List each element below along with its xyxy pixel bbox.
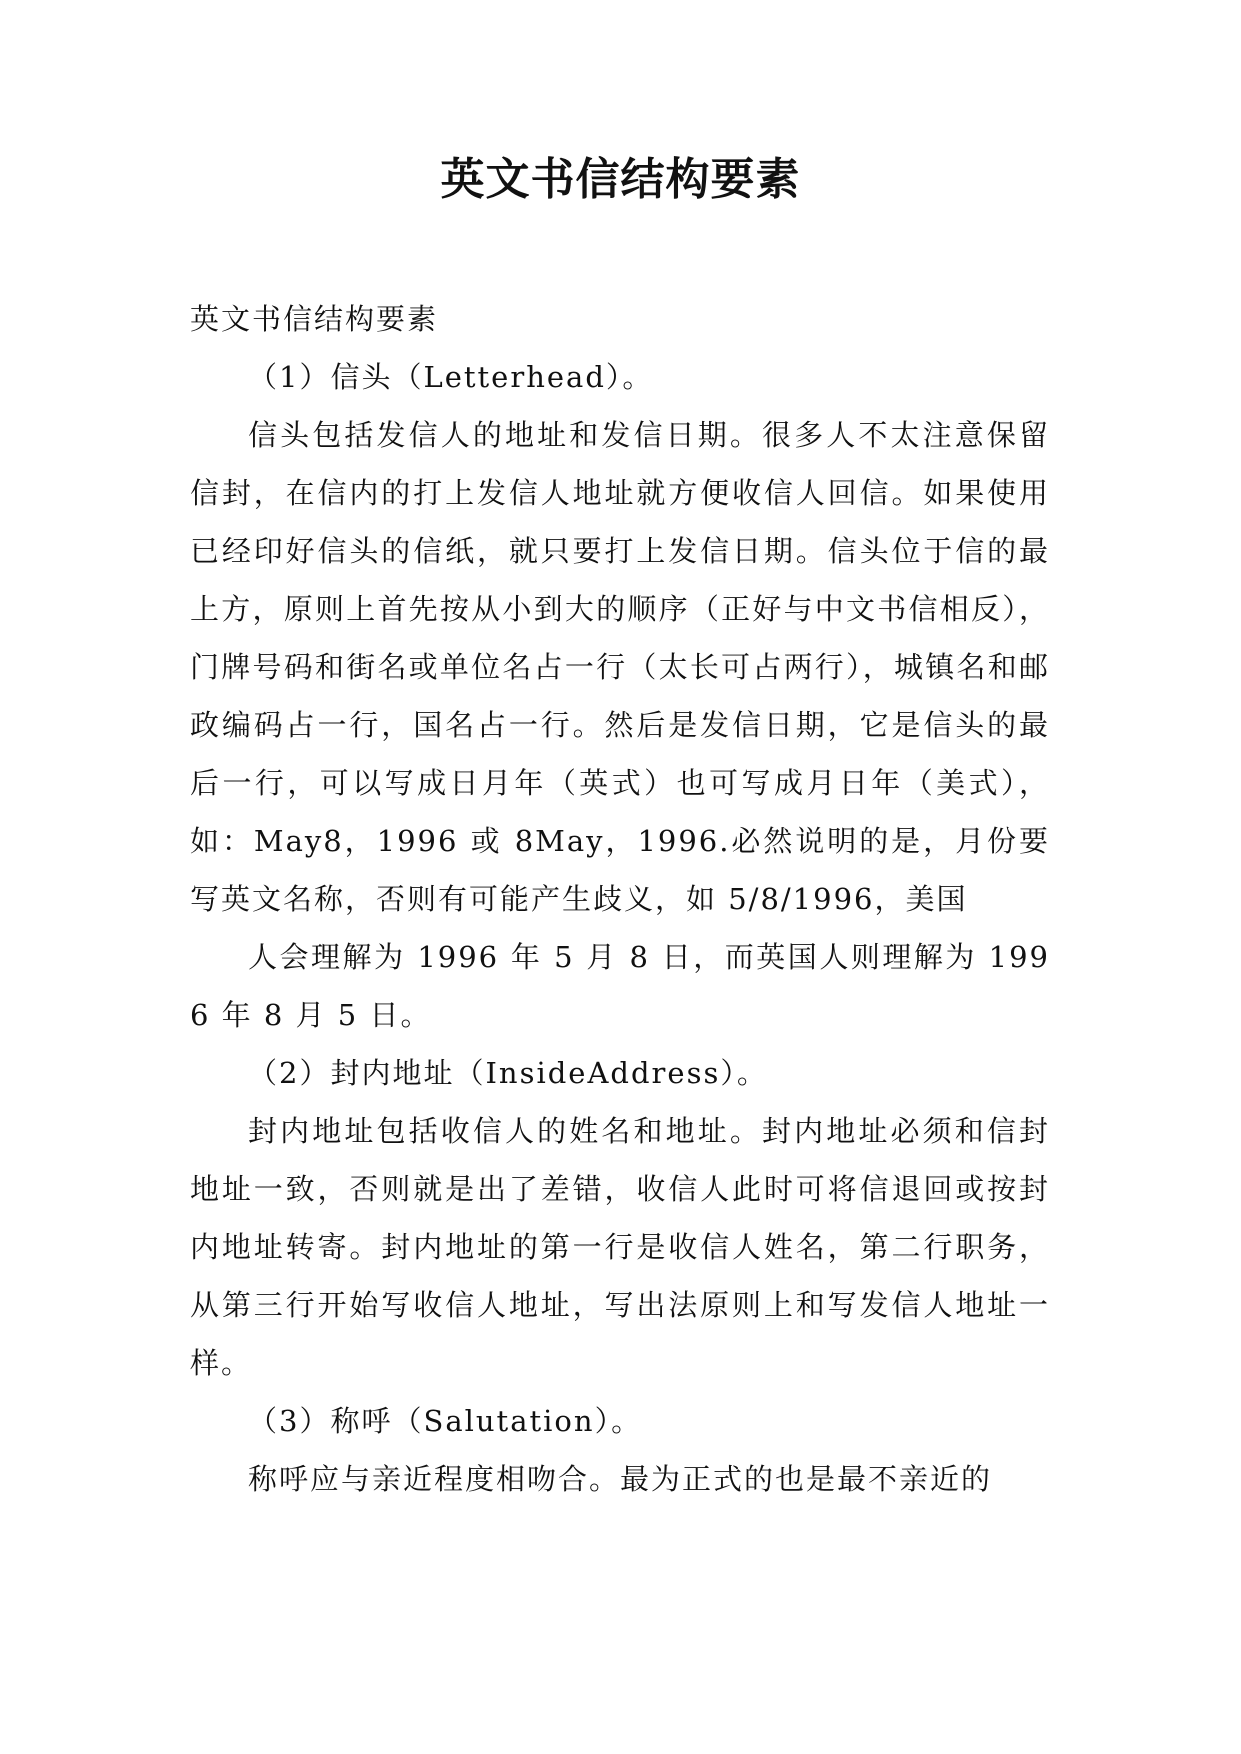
section-heading-inside-address: （2）封内地址（InsideAddress）。 — [248, 1056, 768, 1090]
section-heading-salutation: （3）称呼（Salutation）。 — [248, 1404, 643, 1438]
paragraph-date-note: 人会理解为 1996 年 5 月 8 日，而英国人则理解为 1996 年 8 月 5 日。 — [190, 940, 1050, 1032]
paragraph-letterhead: 信头包括发信人的地址和发信日期。很多人不太注意保留信封，在信内的打上发信人地址就方便收信人回信。如果使用已经印好信头的信纸，就只要打上发信日期。信头位于信的最上方，原则上首先按从小到大的顺序（正好与中文书信相反），门牌号码和街名或单位名占一行（太长可占两行），城镇名和邮政编码占一行，国名占一行。然后是发信日期，它是信头的最后一行，可以写成日月年（英式）也可写成月日年（美式），如：May8，1996 或 8May，1996.必然说明的是，月份要写英文名称，否则有可能产生歧义，如 5/8/1996，美国 — [190, 418, 1050, 916]
document-title: 英文书信结构要素 — [440, 154, 801, 205]
paragraph-salutation: 称呼应与亲近程度相吻合。最为正式的也是最不亲近的 — [248, 1462, 993, 1496]
document-body — [190, 290, 1050, 1508]
paragraph-inside-address: 封内地址包括收信人的姓名和地址。封内地址必须和信封地址一致，否则就是出了差错，收信人此时可将信退回或按封内地址转寄。封内地址的第一行是收信人姓名，第二行职务，从第三行开始写收信人地址，写出法原则上和写发信人地址一样。 — [190, 1114, 1050, 1380]
section-heading-letterhead: （1）信头（Letterhead）。 — [248, 360, 654, 394]
intro-line: 英文书信结构要素 — [190, 302, 439, 336]
